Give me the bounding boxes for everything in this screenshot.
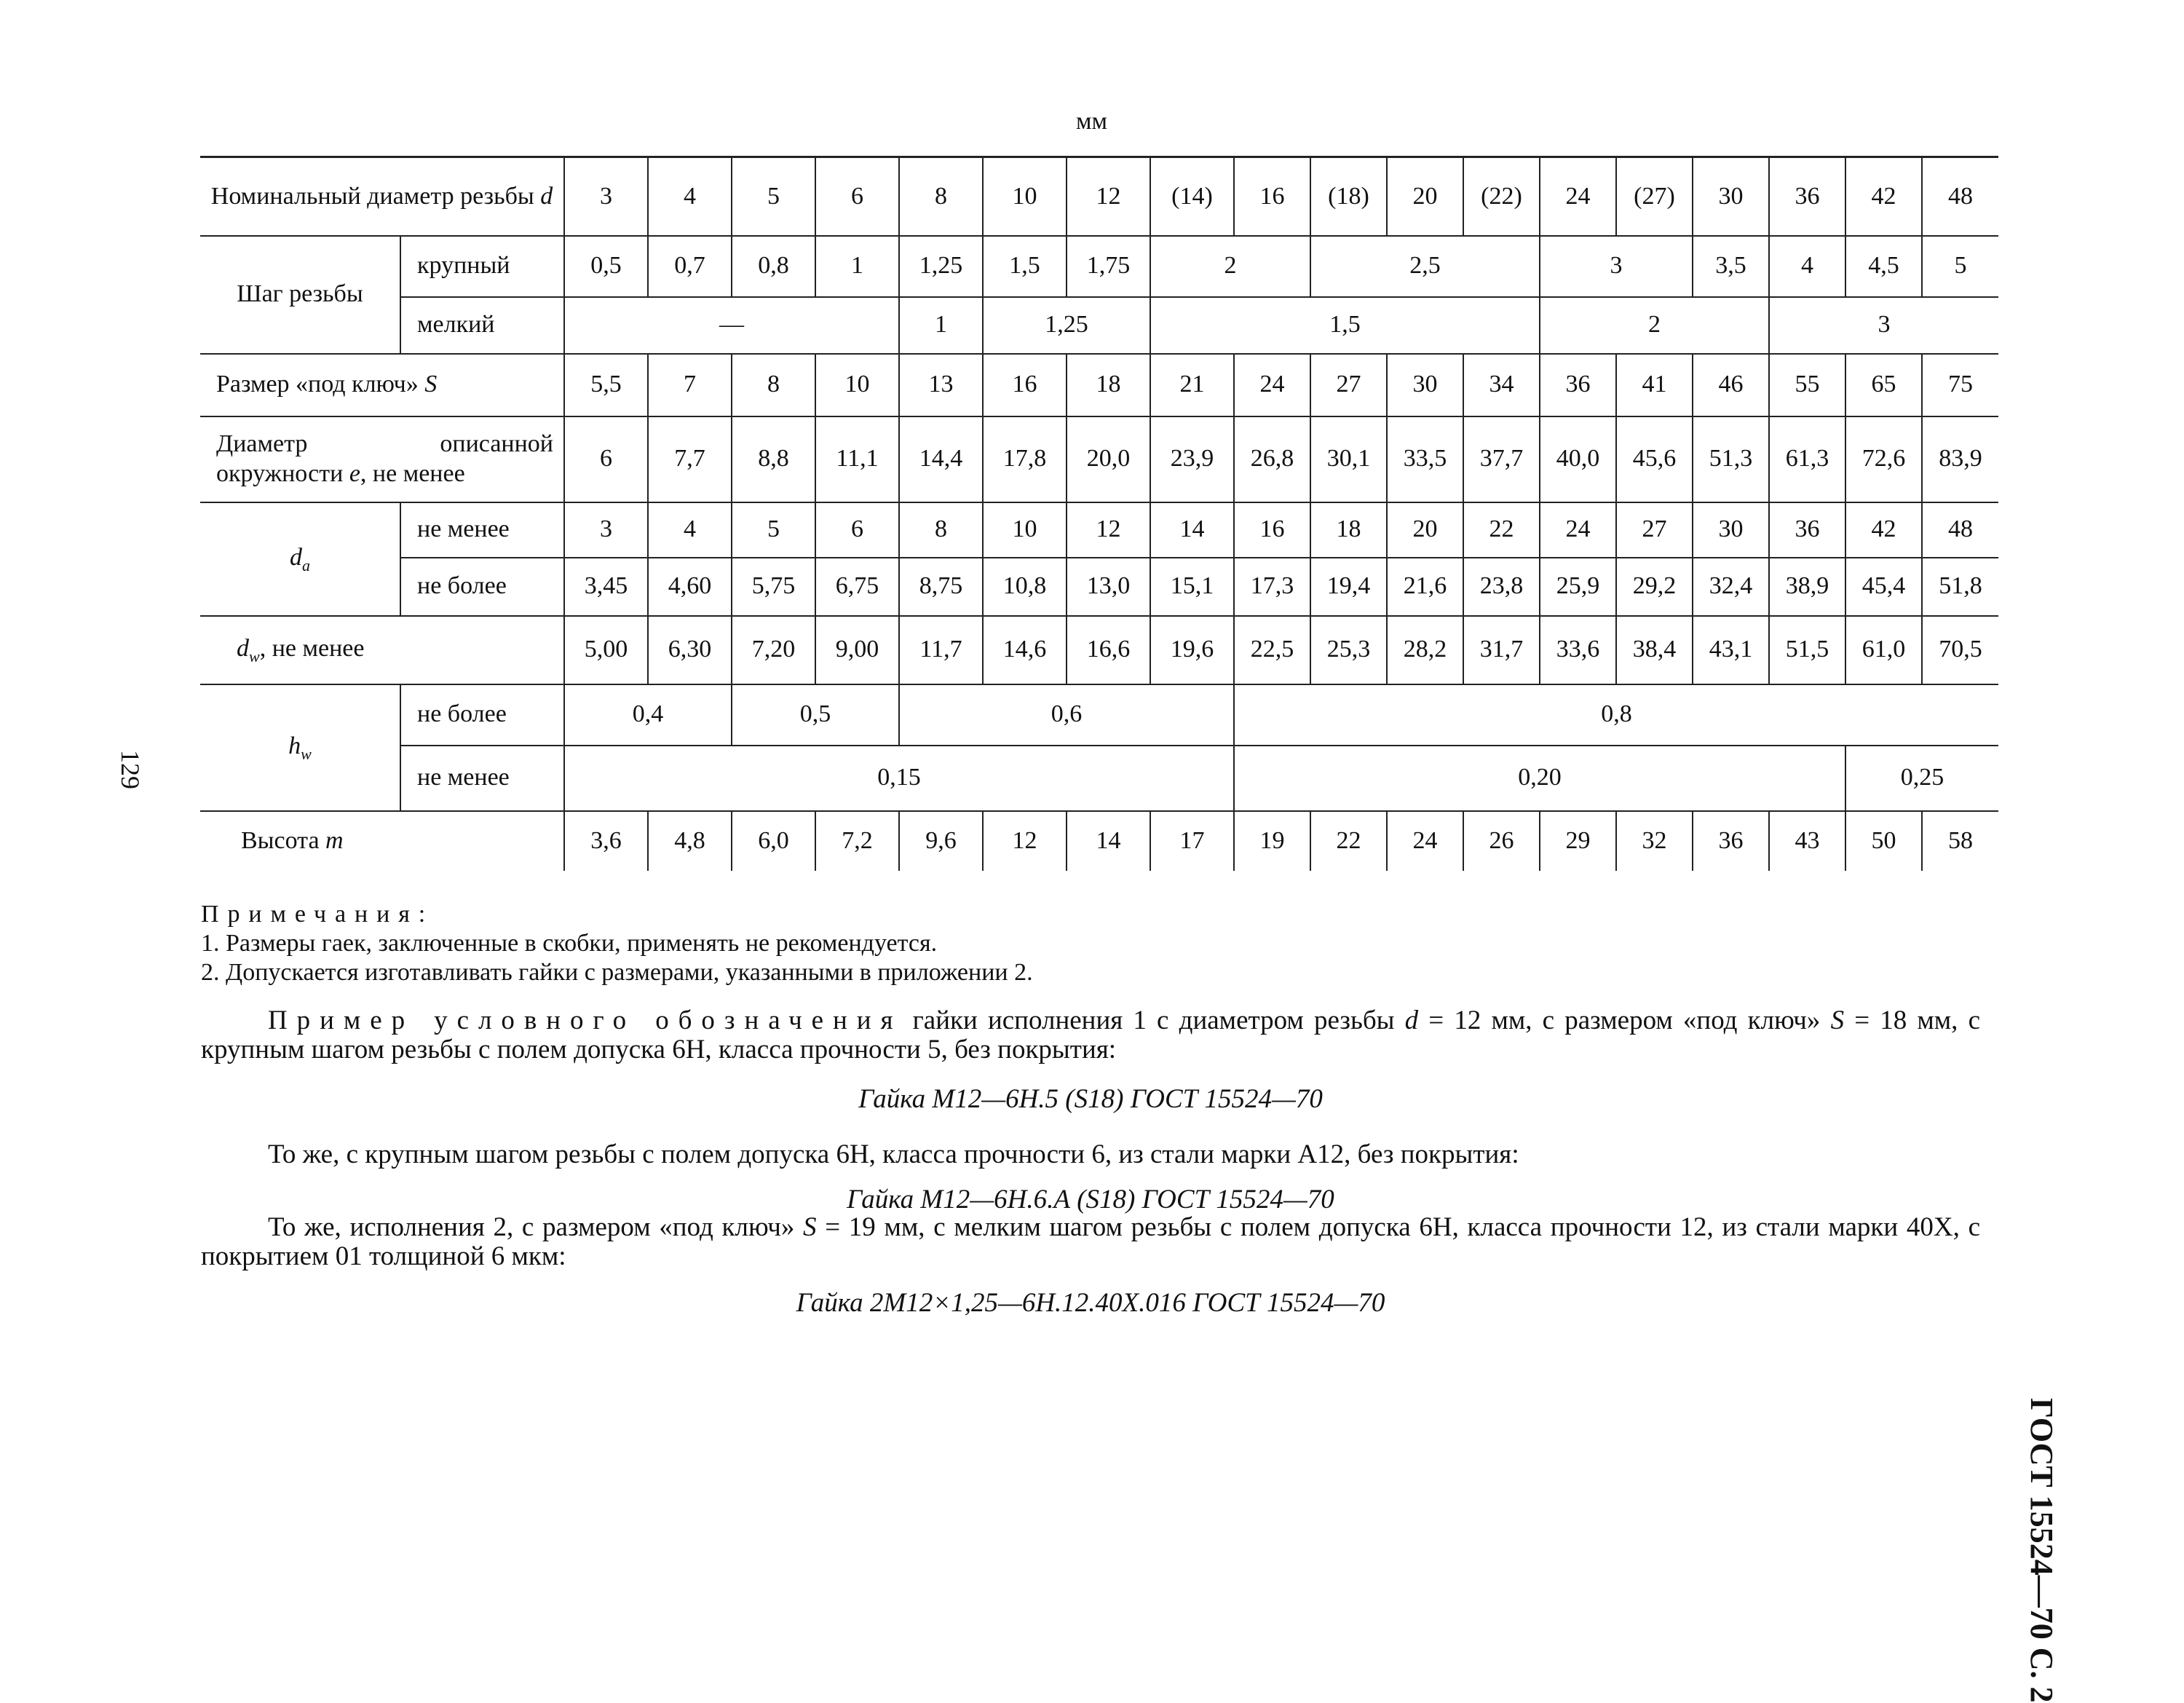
table-cell: 51,3 [1693, 416, 1769, 502]
table-cell: 11,7 [899, 616, 983, 684]
table-cell: 70,5 [1922, 616, 1998, 684]
table-cell: 3 [1769, 297, 1998, 354]
table-cell: 8,75 [899, 558, 983, 616]
table-cell: 5 [732, 502, 815, 558]
table-cell: 29 [1540, 811, 1616, 871]
table-cell: 1,5 [1150, 297, 1540, 354]
table-cell: 2 [1150, 236, 1310, 297]
table-cell: 30 [1693, 157, 1769, 236]
table-cell: 1,75 [1067, 236, 1150, 297]
table-cell: 24 [1387, 811, 1463, 871]
table-cell: 0,20 [1234, 746, 1845, 811]
notes-block [201, 900, 1980, 987]
table-cell: 72,6 [1845, 416, 1922, 502]
table-cell: 43 [1769, 811, 1845, 871]
table-cell: 30 [1693, 502, 1769, 558]
table-row-hw-min [200, 746, 1998, 811]
table-cell: 6,0 [732, 811, 815, 871]
table-cell: 6 [815, 502, 899, 558]
table-cell: 27 [1616, 502, 1693, 558]
table-cell: 58 [1922, 811, 1998, 871]
table-cell: 16 [1234, 157, 1310, 236]
table-cell: 1,5 [983, 236, 1067, 297]
table-cell: 4 [1769, 236, 1845, 297]
table-cell: 6 [564, 416, 648, 502]
note-item: 2. Допускается изготавливать гайки с размерами, указанными в приложении 2. [201, 959, 1033, 986]
table-cell: 51,5 [1769, 616, 1845, 684]
table-cell: 42 [1845, 502, 1922, 558]
table-cell: 17,3 [1234, 558, 1310, 616]
table-cell: 27 [1310, 354, 1387, 416]
example-paragraph-3: То же, исполнения 2, с размером «под ключ» S = 19 мм, с мелким шагом резьбы с полем допуска 6Н, класса прочности 12, из стали марки 40Х, с покрытием 01 толщиной 6 мкм: [201, 1212, 1980, 1271]
table-cell: 25,3 [1310, 616, 1387, 684]
table-cell: 48 [1922, 502, 1998, 558]
table-cell: 37,7 [1463, 416, 1540, 502]
hw-min-label: не менее [400, 746, 564, 811]
designation-2: Гайка М12—6Н.6.А (S18) ГОСТ 15524—70 [847, 1185, 1334, 1214]
table-cell: 45,6 [1616, 416, 1693, 502]
table-cell: 17,8 [983, 416, 1067, 502]
table-cell: 7,7 [648, 416, 732, 502]
table-cell: 31,7 [1463, 616, 1540, 684]
table-cell: 32,4 [1693, 558, 1769, 616]
table-row-height [200, 811, 1998, 871]
da-max-label: не более [400, 558, 564, 616]
table-cell: 45,4 [1845, 558, 1922, 616]
table-cell: 14,4 [899, 416, 983, 502]
table-cell: 42 [1845, 157, 1922, 236]
table-cell: 30,1 [1310, 416, 1387, 502]
table-cell: 8,8 [732, 416, 815, 502]
table-cell: 9,00 [815, 616, 899, 684]
table-cell: 34 [1463, 354, 1540, 416]
designation-1: Гайка М12—6Н.5 (S18) ГОСТ 15524—70 [858, 1084, 1323, 1114]
table-cell: 1,25 [983, 297, 1150, 354]
fine-label: мелкий [400, 297, 564, 354]
table-cell: 36 [1769, 502, 1845, 558]
table-cell: 18 [1310, 502, 1387, 558]
table-cell: 51,8 [1922, 558, 1998, 616]
table-cell: 0,7 [648, 236, 732, 297]
table-cell: 10 [983, 157, 1067, 236]
table-cell: 0,8 [1234, 684, 1998, 746]
table-cell: 3 [564, 157, 648, 236]
table-cell: 4,60 [648, 558, 732, 616]
table-cell: 75 [1922, 354, 1998, 416]
table-cell: 5,5 [564, 354, 648, 416]
hw-max-label: не более [400, 684, 564, 746]
dimensions-table [200, 156, 1998, 871]
table-cell: 6,30 [648, 616, 732, 684]
table-cell: 5,75 [732, 558, 815, 616]
table-cell: 61,3 [1769, 416, 1845, 502]
designation-3: Гайка 2М12×1,25—6Н.12.40Х.016 ГОСТ 15524—70 [796, 1288, 1385, 1318]
table-row-dw [200, 616, 1998, 684]
table-cell: 26 [1463, 811, 1540, 871]
table-cell: 23,9 [1150, 416, 1234, 502]
table-cell: 5,00 [564, 616, 648, 684]
note-item: 1. Размеры гаек, заключенные в скобки, применять не рекомендуется. [201, 930, 938, 957]
table-cell: 14 [1067, 811, 1150, 871]
table-cell: — [564, 297, 899, 354]
table-cell: 3,6 [564, 811, 648, 871]
table-cell: 1,25 [899, 236, 983, 297]
table-cell: 9,6 [899, 811, 983, 871]
table-cell: 4,5 [1845, 236, 1922, 297]
table-row-wrench-size [200, 354, 1998, 416]
table-cell: 7 [648, 354, 732, 416]
coarse-label: крупный [400, 236, 564, 297]
table-cell: 13,0 [1067, 558, 1150, 616]
table-cell: 6,75 [815, 558, 899, 616]
table-cell: 24 [1234, 354, 1310, 416]
table-cell: 32 [1616, 811, 1693, 871]
table-cell: 0,25 [1845, 746, 1998, 811]
table-cell: 15,1 [1150, 558, 1234, 616]
table-cell: 29,2 [1616, 558, 1693, 616]
table-cell: 22 [1310, 811, 1387, 871]
table-cell: 0,15 [564, 746, 1234, 811]
da-label: $d_a$ [200, 502, 400, 616]
table-row-pitch-fine [200, 297, 1998, 354]
table-cell: 33,5 [1387, 416, 1463, 502]
table-cell: 5 [1922, 236, 1998, 297]
table-cell: 3 [564, 502, 648, 558]
table-cell: 3,45 [564, 558, 648, 616]
table-cell: 12 [1067, 157, 1150, 236]
table-cell: 4 [648, 157, 732, 236]
table-cell: 65 [1845, 354, 1922, 416]
page-number: 129 [116, 750, 145, 789]
table-row-circumscribed [200, 416, 1998, 502]
table-cell: 19,6 [1150, 616, 1234, 684]
table-cell: 1 [899, 297, 983, 354]
table-cell: 21,6 [1387, 558, 1463, 616]
hw-label: $h_w$ [200, 684, 400, 811]
table-cell: 61,0 [1845, 616, 1922, 684]
table-cell: 55 [1769, 354, 1845, 416]
table-cell: 4,8 [648, 811, 732, 871]
table-cell: 50 [1845, 811, 1922, 871]
table-cell: 21 [1150, 354, 1234, 416]
table-cell: 24 [1540, 502, 1616, 558]
table-cell: 0,8 [732, 236, 815, 297]
table-cell: 26,8 [1234, 416, 1310, 502]
table-cell: 83,9 [1922, 416, 1998, 502]
table-cell: 14 [1150, 502, 1234, 558]
table-cell: 22 [1463, 502, 1540, 558]
table-cell: 22,5 [1234, 616, 1310, 684]
table-cell: 14,6 [983, 616, 1067, 684]
table-cell: 40,0 [1540, 416, 1616, 502]
table-cell: (27) [1616, 157, 1693, 236]
table-row-hw-max [200, 684, 1998, 746]
table-cell: 20,0 [1067, 416, 1150, 502]
table-cell: 8 [732, 354, 815, 416]
table-cell: 43,1 [1693, 616, 1769, 684]
table-cell: 7,2 [815, 811, 899, 871]
table-cell: 46 [1693, 354, 1769, 416]
table-cell: (14) [1150, 157, 1234, 236]
table-cell: 38,4 [1616, 616, 1693, 684]
table-cell: 11,1 [815, 416, 899, 502]
da-min-label: не менее [400, 502, 564, 558]
table-row-pitch-coarse [200, 236, 1998, 297]
table-cell: 18 [1067, 354, 1150, 416]
table-cell: 30 [1387, 354, 1463, 416]
table-cell: 20 [1387, 157, 1463, 236]
table-cell: 13 [899, 354, 983, 416]
table-cell: 6 [815, 157, 899, 236]
table-cell: 10,8 [983, 558, 1067, 616]
table-cell: 19,4 [1310, 558, 1387, 616]
dw-label: $d_w$, не менее [200, 616, 564, 684]
table-cell: 16 [1234, 502, 1310, 558]
table-cell: 10 [983, 502, 1067, 558]
table-cell: 3 [1540, 236, 1693, 297]
notes-title: Примечания: [201, 901, 435, 928]
table-cell: 5 [732, 157, 815, 236]
table-cell: 1 [815, 236, 899, 297]
table-cell: 36 [1693, 811, 1769, 871]
table-cell: 8 [899, 157, 983, 236]
table-cell: 7,20 [732, 616, 815, 684]
table-cell: 17 [1150, 811, 1234, 871]
table-cell: 36 [1540, 354, 1616, 416]
table-cell: 8 [899, 502, 983, 558]
table-cell: 0,4 [564, 684, 732, 746]
table-cell: 2 [1540, 297, 1769, 354]
table-cell: 36 [1769, 157, 1845, 236]
table-row-da-min [200, 502, 1998, 558]
table-cell: 12 [1067, 502, 1150, 558]
table-cell: 0,5 [564, 236, 648, 297]
units-label: мм [1076, 108, 1108, 135]
table-cell: 0,6 [899, 684, 1234, 746]
table-cell: 0,5 [732, 684, 899, 746]
table-cell: 23,8 [1463, 558, 1540, 616]
example-paragraph-2: То же, с крупным шагом резьбы с полем допуска 6Н, класса прочности 6, из стали марки А12, без покрытия: [268, 1139, 1519, 1169]
table-row-nominal-diameter [200, 157, 1998, 236]
table-cell: 24 [1540, 157, 1616, 236]
wrench-size-label: Размер «под ключ» S [200, 354, 564, 416]
table-cell: 20 [1387, 502, 1463, 558]
table-cell: 33,6 [1540, 616, 1616, 684]
table-cell: 25,9 [1540, 558, 1616, 616]
table-cell: 2,5 [1310, 236, 1540, 297]
table-cell: 16 [983, 354, 1067, 416]
table-cell: (18) [1310, 157, 1387, 236]
table-cell: 4 [648, 502, 732, 558]
table-cell: 3,5 [1693, 236, 1769, 297]
example-intro: Пример условного обозначения гайки исполнения 1 с диаметром резьбы d = 12 мм, с размером «под ключ» S = 18 мм, с крупным шагом резьбы с полем допуска 6Н, класса прочности 5, без покрытия: [201, 1005, 1980, 1064]
table-cell: 28,2 [1387, 616, 1463, 684]
table-cell: 48 [1922, 157, 1998, 236]
thread-pitch-label: Шаг резьбы [200, 236, 400, 354]
table-cell: 41 [1616, 354, 1693, 416]
height-label: Высота m [200, 811, 564, 871]
side-header: ГОСТ 15524—70 С. 2 [2024, 1398, 2060, 1703]
table-cell: 16,6 [1067, 616, 1150, 684]
table-cell: 38,9 [1769, 558, 1845, 616]
table-cell: 10 [815, 354, 899, 416]
table-row-da-max [200, 558, 1998, 616]
nominal-diameter-label: Номинальный диаметр резьбы d [200, 157, 564, 236]
table-cell: (22) [1463, 157, 1540, 236]
circumscribed-label: Диаметр описанной окружности e, не менее [200, 416, 564, 502]
table-cell: 12 [983, 811, 1067, 871]
table-cell: 19 [1234, 811, 1310, 871]
